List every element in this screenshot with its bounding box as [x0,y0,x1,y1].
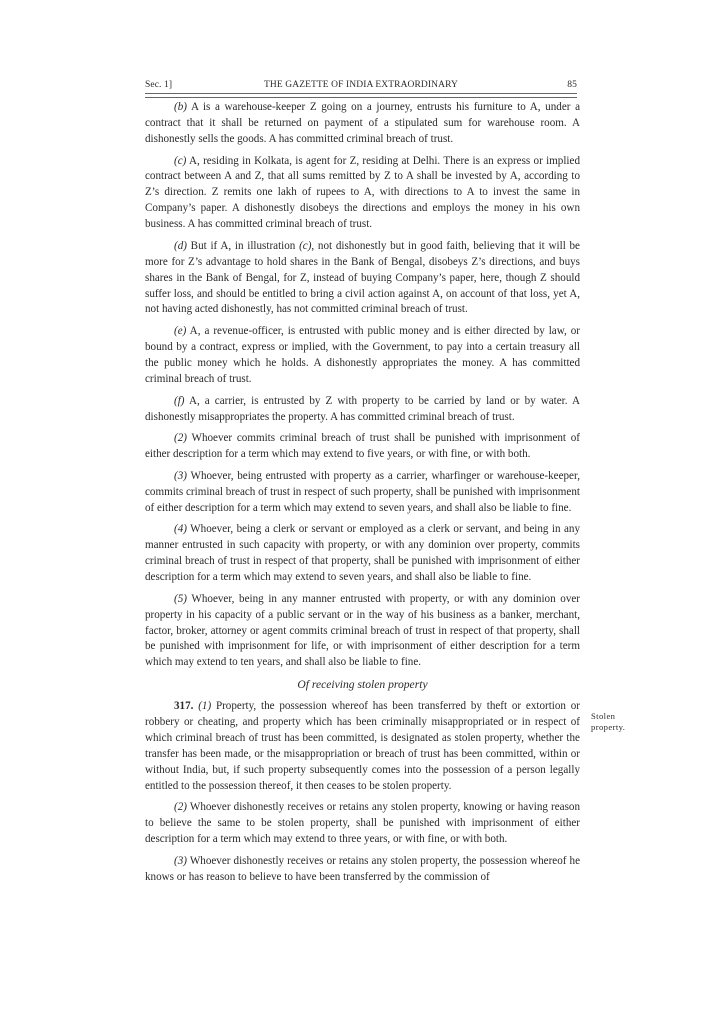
subsection-text: Whoever dishonestly receives or retains any stolen property, knowing or having reason to believe the same to be stolen property, shall be punished with imprisonment of either description for a term which may extend to three years, or with fine, or with both. [145,801,580,846]
subsection-text: Property, the possession whereof has been transferred by theft or extortion or robbery or cheating, and property which has been criminally misappropriated or in respect of which criminal breach of trust has been committed, is designated as stolen property, whether the transfer has been made, or the misappropriation or breach of trust has been committed, within or without India, but, if such property subsequently comes into the possession of a person legally entitled to the possession thereof, it then ceases to be stolen property. [145,699,580,792]
illustration-text: A, residing in Kolkata, is agent for Z, residing at Delhi. There is an express or implied contract between A and Z, that all sums remitted by Z to A shall be invested by A, according to Z’s direction. Z remits one lakh of rupees to A, with directions to A to invest the same in Company’s paper. A dishonestly disobeys the directions and employs the money in his own business. A has committed criminal breach of trust. [145,154,580,231]
subsection-317-2 [145,800,580,848]
illustration-label: (c) [174,154,187,167]
illustration-c [145,154,580,234]
illustration-b [145,100,580,148]
illustration-text: , not dishonestly but in good faith, believing that it will be more for Z’s advantage to hold shares in the Bank of Bengal, disobeys Z’s directions, and buys shares in the Bank of Bengal, for Z, instead of buying Company’s paper, here, though Z should suffer loss, and should be entitled to bring a civil action against A, on account of that loss, yet A, not having acted dishonestly, has not committed criminal breach of trust. [145,239,580,316]
illustration-text: A is a warehouse-keeper Z going on a journey, entrusts his furniture to A, under a contract that it shall be returned on payment of a stipulated sum for warehouse room. A dishonestly sells the goods. A has committed criminal breach of trust. [145,101,580,145]
subsection-label: (1) [198,699,212,712]
illustration-text: A, a revenue-officer, is entrusted with public money and is either directed by law, or bound by a contract, express or implied, with the Government, to pay into a certain treasury all the public money which he holds. A dishonestly appropriates the money. A has committed criminal breach of trust. [145,325,580,385]
subsection-316-2 [145,431,580,463]
illustration-d [145,239,580,319]
subsection-label: (3) [174,854,187,867]
subsection-label: (5) [174,592,187,605]
illustration-label: (f) [174,394,185,407]
subsection-label: (2) [174,432,187,445]
illustration-reference: (c) [299,239,312,252]
section-number: 317. [174,699,194,712]
illustration-label: (d) [174,239,187,252]
section-317-1 [145,699,580,794]
subsection-316-5 [145,592,580,672]
subsection-text: Whoever commits criminal breach of trust shall be punished with imprisonment of either description for a term which may extend to five years, or with fine, or with both. [145,432,580,461]
section-reference: Sec. 1] [145,80,173,90]
subsection-316-4 [145,522,580,586]
subsection-text: Whoever, being a clerk or servant or employed as a clerk or servant, and being in any manner entrusted in such capacity with property, or with any dominion over property, commits criminal breach of trust in respect of that property, shall be punished with imprisonment of either description for a term which may extend to seven years, and shall also be liable to fine. [145,523,580,584]
illustration-f [145,394,580,426]
illustration-text: A, a carrier, is entrusted by Z with property to be carried by land or by water. A dishonestly misappropriates the property. A has committed criminal breach of trust. [145,394,580,423]
illustration-e [145,324,580,388]
illustration-text: But if A, in illustration [186,239,300,252]
subsection-316-3 [145,469,580,517]
subsection-text: Whoever, being in any manner entrusted with property, or with any dominion over property in his capacity of a public servant or in the way of his business as a banker, merchant, factor, broker, attorney or agent commits criminal breach of trust in respect of that property, shall be punished with imprisonment for life, or with imprisonment of either description for a term which may extend to ten years, and shall also be liable to fine. [145,592,580,669]
page-number: 85 [567,80,577,90]
subsection-label: (2) [174,801,187,814]
subsection-label: (4) [174,523,187,536]
page-body [145,100,580,891]
header-rule [145,93,577,98]
subsection-317-3 [145,854,580,886]
subsection-text: Whoever, being entrusted with property as a carrier, wharfinger or warehouse-keeper, commits criminal breach of trust in respect of such property, shall be punished with imprisonment of either description for a term which may extend to seven years, and shall also be liable to fine. [145,469,580,514]
marginal-note: Stolen property. [591,711,626,732]
subsection-text: Whoever dishonestly receives or retains any stolen property, the possession whereof he knows or has reason to believe to have been transferred by the commission of [145,854,580,883]
section-heading: Of receiving stolen property [297,678,428,692]
gazette-title: THE GAZETTE OF INDIA EXTRAORDINARY [264,80,458,90]
page-header [145,80,577,94]
subsection-label: (3) [174,469,187,482]
illustration-label: (b) [174,101,187,113]
illustration-label: (e) [174,325,187,338]
